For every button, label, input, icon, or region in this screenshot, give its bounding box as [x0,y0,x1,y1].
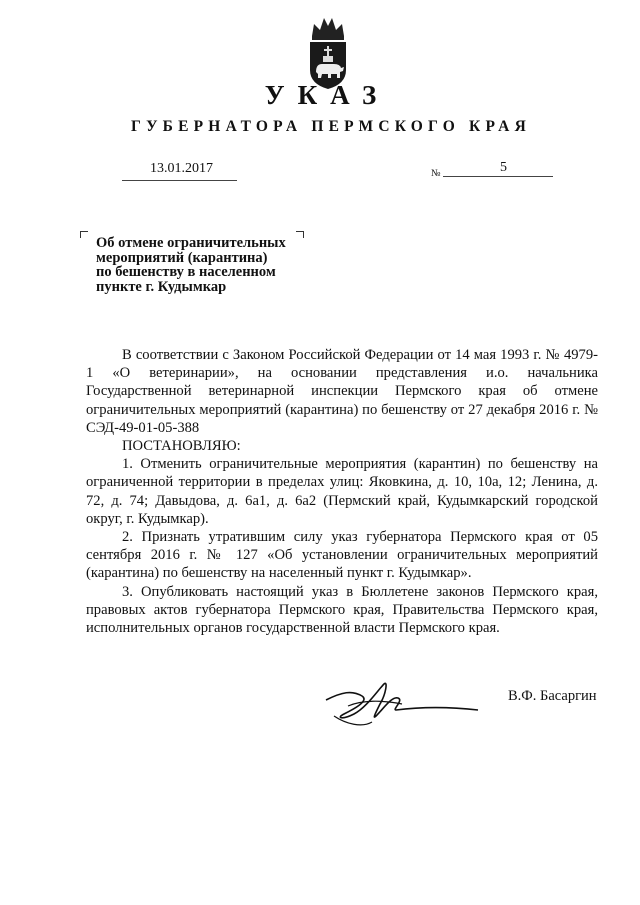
document-number: 5 [500,160,507,175]
decree-body [86,346,598,637]
document-subtitle: ГУБЕРНАТОРА ПЕРМСКОГО КРАЯ [131,118,531,135]
heading-line: Об отмене ограничительных [96,235,286,251]
decree-item-1: 1. Отменить ограничительные мероприятия (карантин) по бешенству на ограниченной территории в пределах улиц: Яковкина, д. 10, 10а, 12; Ленина, д. 72, д. 74; Давыдова, д. 6а1, д. 6а2 (Пермский край, Кудымкарский городской округ, г. Кудымкар). [86,456,598,527]
coat-of-arms-icon [302,14,354,90]
date-underline [122,180,237,181]
signer-name: В.Ф. Басаргин [508,688,597,704]
document-date: 13.01.2017 [150,161,213,176]
number-label: № [431,168,441,179]
preamble-paragraph: В соответствии с Законом Российской Федерации от 14 мая 1993 г. № 4979-1 «О ветеринарии», на основании представления и.о. начальника Государственной ветеринарной инспекции Пермского края об отмене ограничительных мероприятий (карантина) по бешенству от 27 декабря 2016 г. № СЭД-49-01-05-388 [86,347,598,436]
heading-line: мероприятий (карантина) [96,249,268,266]
decree-heading [96,236,316,294]
document-title: УКАЗ [264,80,390,110]
number-underline [443,176,553,177]
heading-line: пункте г. Кудымкар [96,278,227,295]
decree-item-3: 3. Опубликовать настоящий указ в Бюллетене законов Пермского края, правовых актов губернатора Пермского края, Правительства Пермского края, исполнительных органов государственной власти Пермского края. [86,583,598,637]
decree-item-2: 2. Признать утратившим силу указ губернатора Пермского края от 05 сентября 2016 г. № 127 «Об установлении ограничительных мероприятий (карантина) по бешенству на населенный пункт г. Кудымкар». [86,529,598,582]
heading-line: по бешенству в населенном [96,264,276,281]
heading-corner-mark-left [80,231,88,238]
resolve-word: ПОСТАНОВЛЯЮ: [122,438,241,455]
handwritten-signature-icon [322,670,482,734]
